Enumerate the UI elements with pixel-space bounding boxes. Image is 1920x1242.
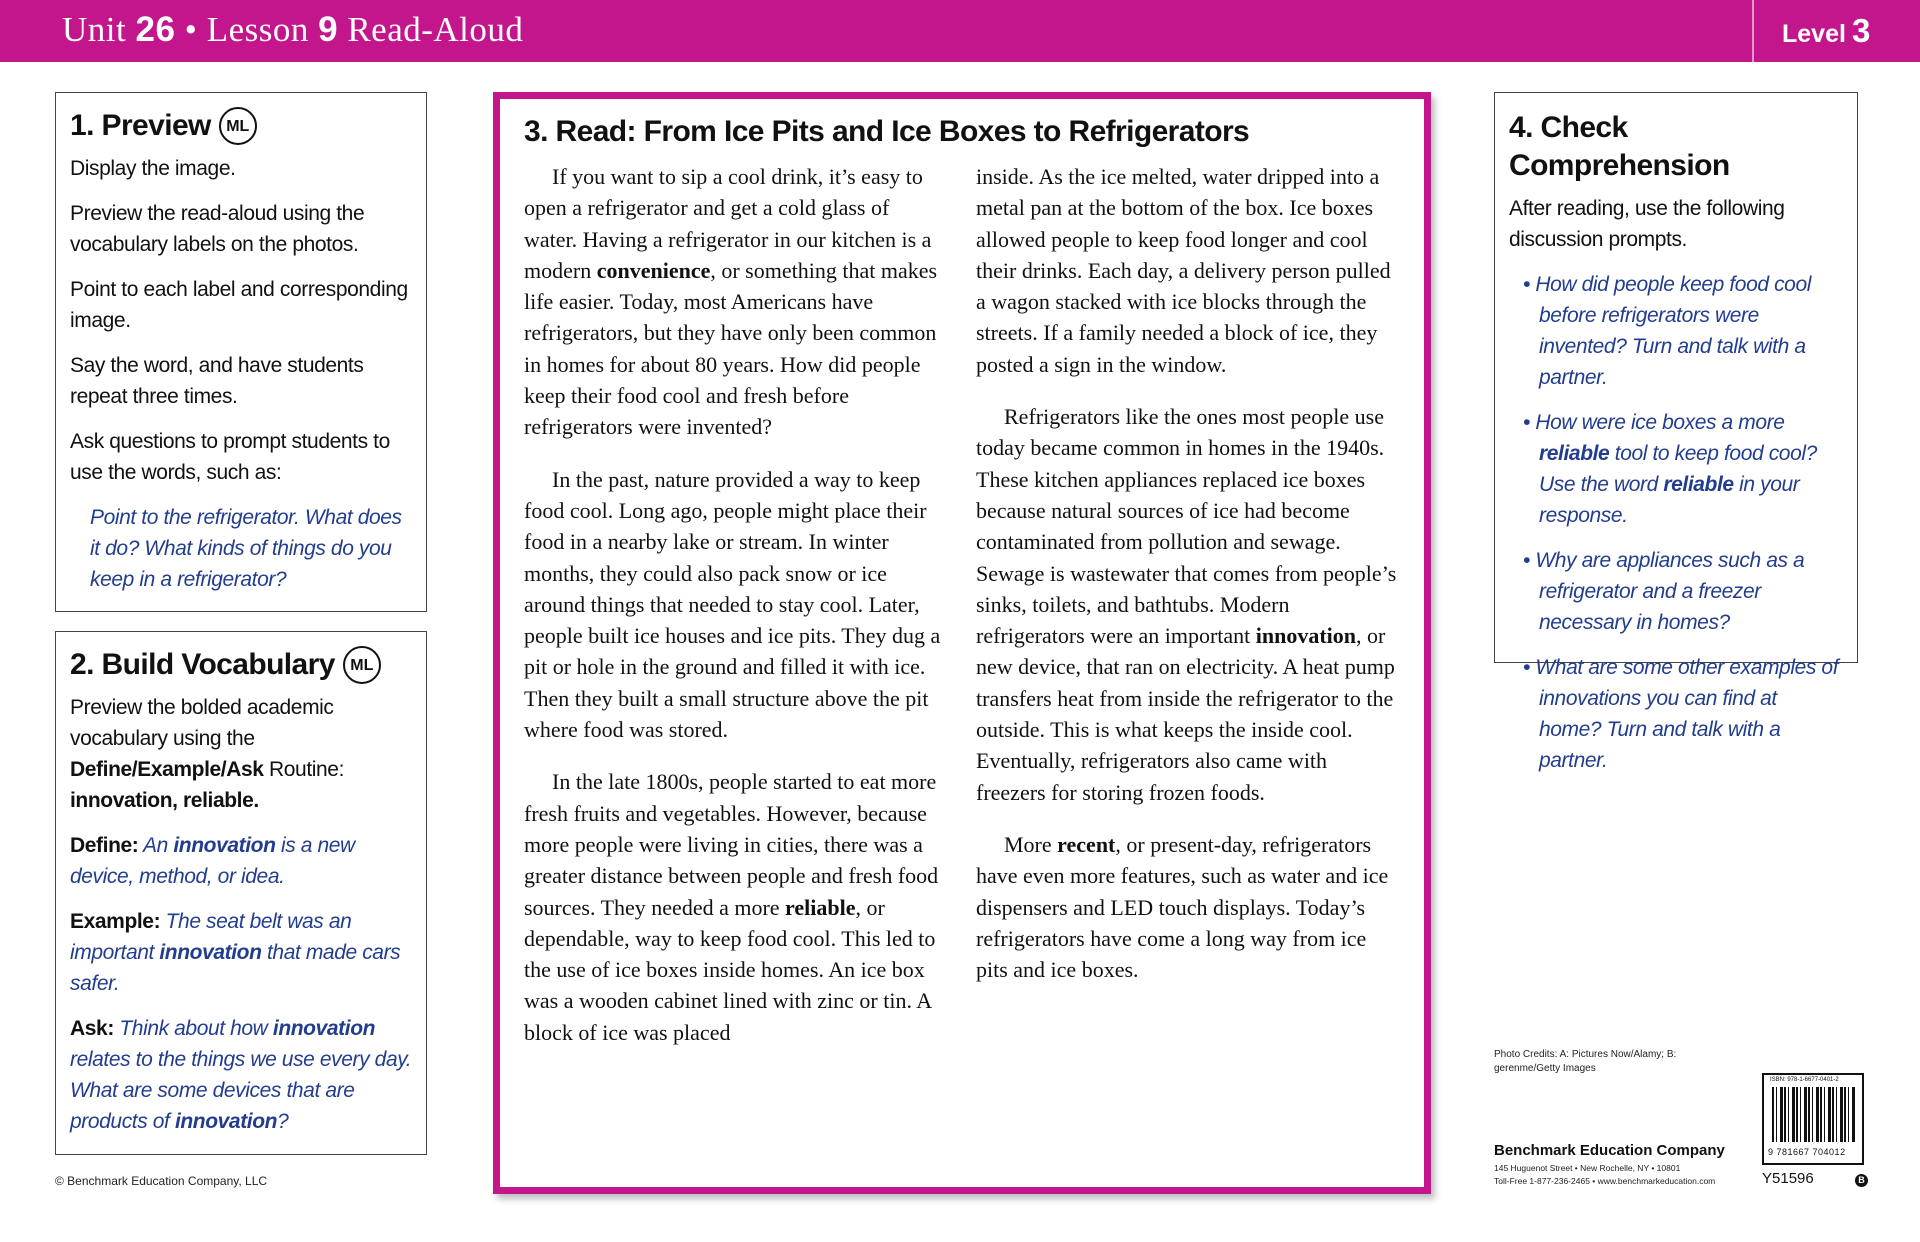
prompt-word: reliable <box>1539 442 1610 465</box>
unit-word: Unit <box>62 10 127 49</box>
bullet: • <box>1523 656 1530 679</box>
paragraph-text: , or new device, that ran on electricity. A heat pump transfers heat from inside the refrigerator to the outside. This is what keeps the inside cool. Eventually, refrigerators also came with freezers for storing frozen foods. <box>976 623 1395 805</box>
example-text: that made cars safer. <box>70 941 401 995</box>
example-word: innovation <box>159 941 262 964</box>
paragraph-text: Refrigerators like the ones most people use today became common in homes in the 1940s. These kitchen appliances replaced ice boxes because natural sources of ice had become contaminated from pollution and sewage. Sewage is wastewater that comes from people’s sinks, toilets, and bathtubs. Modern refrigerators were an important <box>976 404 1397 649</box>
vocabulary-intro <box>70 692 412 816</box>
preview-step-1: Display the image. <box>70 157 236 180</box>
read-aloud-heading: 3. Read: From Ice Pits and Ice Boxes to Refrigerators <box>524 115 1250 148</box>
preview-panel <box>55 92 427 612</box>
photo-credits: Photo Credits: A: Pictures Now/Alamy; B: gerenme/Getty Images <box>1494 1049 1677 1074</box>
bullet: • <box>1523 411 1530 434</box>
title-bullet: • <box>184 10 198 49</box>
prompt-text: How did people keep food cool before refrigerators were invented? Turn and talk with a partner. <box>1535 273 1811 389</box>
ml-badge: ML <box>343 646 381 684</box>
paragraph-5 <box>976 829 1398 985</box>
header-divider <box>1752 0 1754 62</box>
barcode-bars <box>1772 1087 1856 1142</box>
lesson-word: Lesson <box>206 10 309 49</box>
preview-step-4: Say the word, and have students repeat three times. <box>70 354 364 408</box>
isbn-label: ISBN: 978-1-6677-0401-2 <box>1770 1077 1839 1083</box>
publisher-address <box>1494 1162 1715 1188</box>
comprehension-heading: 4. Check Comprehension <box>1509 111 1730 182</box>
vocabulary-heading <box>70 646 412 684</box>
contact-info: Toll-Free 1-877-236-2465 • www.benchmarkeducation.com <box>1494 1176 1716 1186</box>
comprehension-intro: After reading, use the following discussion prompts. <box>1509 197 1785 251</box>
bold-vocabulary: reliable <box>785 894 856 920</box>
vocabulary-heading-text: 2. Build Vocabulary <box>70 648 335 681</box>
paragraph-text: , or dependable, way to keep food cool. This led to the use of ice boxes inside homes. An ice box was a wooden cabinet lined with zinc or tin. A block of ice was placed <box>524 894 936 1045</box>
ask-word: innovation <box>272 1017 376 1040</box>
read-aloud-panel <box>493 92 1431 1194</box>
paragraph-text: , or present-day, refrigerators have even more features, such as water and ice dispensers and LED touch displays. Today’s refrigerators have come a long way from ice pits and ice boxes. <box>976 831 1389 983</box>
copyright: © Benchmark Education Company, LLC <box>55 1174 268 1188</box>
paragraph-text: , or something that makes life easier. Today, most Americans have refrigerators, but they have only been common in homes for about 80 years. How did people keep their food cool and fresh before refrigerators were invented? <box>524 257 938 440</box>
prompt-text: tool to keep food cool? Use the word <box>1539 442 1817 496</box>
bold-vocabulary: convenience <box>596 257 711 283</box>
preview-step-3: Point to each label and corresponding image. <box>70 278 408 332</box>
discussion-prompt <box>1509 652 1843 776</box>
lesson-type: Read-Aloud <box>347 10 524 49</box>
ml-badge: ML <box>219 107 257 145</box>
intro-text: Routine: <box>263 758 345 781</box>
prompt-word: reliable <box>1663 473 1734 496</box>
paragraph-text: In the late 1800s, people started to eat more fresh fruits and vegetables. However, because more people were living in cities, there was a greater distance between people and fresh food sources. They needed a more <box>524 769 939 920</box>
preview-heading <box>70 107 412 145</box>
discussion-prompt <box>1509 407 1843 531</box>
bullet: • <box>1523 273 1530 296</box>
read-aloud-columns <box>524 161 1398 1069</box>
header-bar <box>0 0 1920 62</box>
comprehension-panel <box>1494 92 1858 772</box>
barcode <box>1762 1073 1864 1165</box>
paragraph-3-continued: inside. As the ice melted, water dripped into a metal pan at the bottom of the box. Ice boxes allowed people to keep food longer and cool their drinks. Each day, a delivery person pulled a wagon stacked with ice blocks through the streets. If a family needed a block of ice, they posted a sign in the window. <box>976 164 1391 377</box>
paragraph-text: More <box>1004 831 1058 857</box>
lesson-number: 9 <box>318 10 339 49</box>
prompt-text: How were ice boxes a more <box>1535 411 1785 434</box>
ask-step <box>70 1013 412 1137</box>
ask-word: innovation <box>174 1110 278 1133</box>
barcode-digits: 9 781667 704012 <box>1768 1147 1846 1157</box>
discussion-prompt <box>1509 545 1843 638</box>
preview-step-2: Preview the read-aloud using the vocabulary labels on the photos. <box>70 202 365 256</box>
paragraph-4 <box>976 401 1398 808</box>
bold-vocabulary: recent <box>1057 831 1116 857</box>
define-label: Define: <box>70 834 139 857</box>
intro-text: Preview the bolded academic vocabulary using the <box>70 696 334 750</box>
lesson-title <box>62 10 523 50</box>
publisher-mark-icon: B <box>1855 1174 1868 1187</box>
define-text: An <box>138 834 174 857</box>
example-text: The seat belt was an important <box>70 910 352 964</box>
discussion-prompt <box>1509 269 1843 393</box>
unit-number: 26 <box>135 10 176 49</box>
example-step <box>70 906 412 999</box>
level-label <box>1782 12 1870 50</box>
routine-name: Define/Example/Ask <box>70 758 264 781</box>
define-text: is a new device, method, or idea. <box>70 834 355 888</box>
prompt-text: in your response. <box>1539 473 1800 527</box>
preview-sample-prompt: Point to the refrigerator. What does it do? What kinds of things do you keep in a refrigerator? <box>90 506 402 591</box>
level-word: Level <box>1782 20 1846 48</box>
vocabulary-words: innovation, reliable. <box>70 789 259 812</box>
example-label: Example: <box>70 910 161 933</box>
ask-text: relates to the things we use every day. What are some devices that are products of <box>70 1048 412 1133</box>
street-address: 145 Huguenot Street • New Rochelle, NY • 10801 <box>1494 1163 1681 1173</box>
vocabulary-panel <box>55 631 427 1155</box>
paragraph-2: In the past, nature provided a way to keep food cool. Long ago, people might place their food in a nearby lake or stream. In winter months, they could also pack snow or ice around things that needed to stay cool. Later, people built ice houses and ice pits. They dug a pit or hole in the ground and filled it with ice. Then they built a small structure above the pit where food was stored. <box>524 466 941 743</box>
define-word: innovation <box>173 834 276 857</box>
define-step <box>70 830 412 892</box>
publisher-name: Benchmark Education Company <box>1494 1142 1725 1159</box>
paragraph-1 <box>524 161 946 443</box>
ask-text: ? <box>277 1110 289 1133</box>
prompt-text: Why are appliances such as a refrigerator and a freezer necessary in homes? <box>1535 549 1805 634</box>
preview-heading-text: 1. Preview <box>70 109 211 142</box>
bold-vocabulary: innovation <box>1255 623 1357 649</box>
read-aloud-column-right <box>976 161 1398 1069</box>
paragraph-3 <box>524 766 946 1048</box>
preview-step-5: Ask questions to prompt students to use the words, such as: <box>70 430 390 484</box>
discussion-prompts <box>1509 269 1843 776</box>
bullet: • <box>1523 549 1530 572</box>
prompt-text: What are some other examples of innovations you can find at home? Turn and talk with a partner. <box>1535 656 1839 772</box>
ask-label: Ask: <box>70 1017 114 1040</box>
product-code: Y51596 <box>1762 1170 1814 1187</box>
read-aloud-column-left <box>524 161 946 1069</box>
ask-text: Think about how <box>113 1017 273 1040</box>
paragraph-text: If you want to sip a cool drink, it’s easy to open a refrigerator and get a cold glass of water. Having a refrigerator in our kitchen is a modern <box>524 164 932 283</box>
level-number: 3 <box>1851 12 1871 49</box>
